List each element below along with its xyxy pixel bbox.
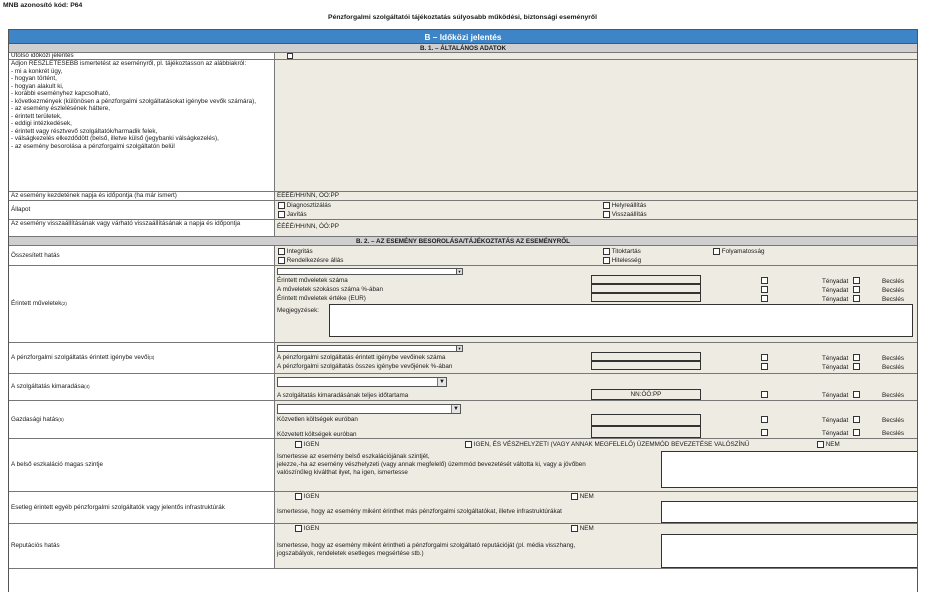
detail-textarea[interactable]: [275, 60, 917, 191]
last-report-label: Utolsó időközi jelentés: [9, 53, 275, 59]
users-percent-estimate-checkbox[interactable]: [853, 363, 860, 370]
impact-authenticity-checkbox[interactable]: [603, 257, 610, 264]
mnb-code: MNB azonosító kód: P64: [3, 2, 83, 9]
status-restore-checkbox[interactable]: [603, 211, 610, 218]
escalation-label: A belső eszkaláció magas szintje: [9, 439, 275, 491]
ops-count-input[interactable]: [591, 275, 701, 284]
outage-fact-checkbox[interactable]: [761, 391, 768, 398]
reputation-no-checkbox[interactable]: [571, 525, 578, 532]
ops-dropdown[interactable]: ▼: [277, 268, 463, 275]
section-b1-header: B. 1. – ÁLTALÁNOS ADATOK: [9, 44, 917, 53]
restore-label: Az esemény visszaállításának vagy várható visszaállításának a napja és időpontja: [9, 220, 275, 236]
econ-indirect-estimate-checkbox[interactable]: [853, 429, 860, 436]
users-count-estimate-checkbox[interactable]: [853, 354, 860, 361]
other-providers-row: Esetleg érintett egyéb pénzforgalmi szolgáltatók vagy jelentős infrastruktúrák IGEN NEM Ismertesse, hogy az esemény miként érinthet más pénzforgalmi szolgáltatókat, illetve infrastruktúrákat: [9, 492, 917, 524]
ops-count-estimate-checkbox[interactable]: [853, 277, 860, 284]
other-providers-yes-checkbox[interactable]: [295, 493, 302, 500]
econ-direct-input[interactable]: [591, 414, 701, 426]
ops-notes-textarea[interactable]: [329, 304, 913, 337]
econ-dropdown[interactable]: ▼: [277, 404, 461, 414]
start-row: [9, 192, 917, 201]
impact-availability-checkbox[interactable]: [278, 257, 285, 264]
escalation-description-textarea[interactable]: [661, 451, 917, 488]
users-count-fact-checkbox[interactable]: [761, 354, 768, 361]
impact-confidentiality-checkbox[interactable]: [603, 248, 610, 255]
impact-continuity-checkbox[interactable]: [713, 248, 720, 255]
users-count-input[interactable]: [591, 352, 701, 361]
impact-row: Összesített hatás Integritás Titoktartás Folyamatosság Rendelkezésre állás Hitelesség: [9, 246, 917, 266]
ops-value-estimate-checkbox[interactable]: [853, 295, 860, 302]
restore-datetime-input[interactable]: ÉÉÉÉ/HH/NN, ÓÓ:PP: [275, 220, 917, 236]
main-title: Pénzforgalmi szolgáltatói tájékoztatás súlyosabb működési, biztonsági eseményről: [328, 14, 597, 21]
escalation-yes-checkbox[interactable]: [295, 441, 302, 448]
status-row: Állapot Diagnosztizálás Helyreállítás Javítás Visszaállítás: [9, 201, 917, 220]
users-row: A pénzforgalmi szolgáltatás érintett igénybe vevői (3) ▼ A pénzforgalmi szolgáltatás érintett igénybe vevőinek száma A pénzforgalmi szolgáltatás összes igénybe vevőjének %-ában Tényadat Becslés Tényadat Becslés: [9, 343, 917, 374]
form-title: B – Időközi jelentés: [9, 30, 917, 44]
econ-direct-fact-checkbox[interactable]: [761, 416, 768, 423]
ops-value-fact-checkbox[interactable]: [761, 295, 768, 302]
ops-row: Érintett műveletek (2) ▼ Érintett műveletek száma A műveletek szokásos száma %-ában Érintett műveletek értéke (EUR) Tényadat Becslés Tényadat Becslés Tényadat Becslés Megjegyzések:: [9, 266, 917, 343]
users-dropdown[interactable]: ▼: [277, 345, 463, 352]
ops-value-input[interactable]: [591, 293, 701, 302]
detail-row: [9, 60, 917, 192]
status-repair-checkbox[interactable]: [278, 211, 285, 218]
ops-percent-fact-checkbox[interactable]: [761, 286, 768, 293]
reputation-yes-checkbox[interactable]: [295, 525, 302, 532]
ops-label: Érintett műveletek (2): [9, 266, 275, 342]
ops-count-fact-checkbox[interactable]: [761, 277, 768, 284]
last-report-checkbox[interactable]: [287, 53, 293, 59]
start-datetime-input[interactable]: ÉÉÉÉ/HH/NN, ÓÓ:PP: [275, 192, 917, 200]
users-percent-fact-checkbox[interactable]: [761, 363, 768, 370]
econ-direct-estimate-checkbox[interactable]: [853, 416, 860, 423]
restore-row: [9, 220, 917, 237]
reputation-label: Reputációs hatás: [9, 524, 275, 568]
users-percent-input[interactable]: [591, 361, 701, 370]
outage-row: A szolgáltatás kimaradása (4) ▼ A szolgáltatás kimaradásának teljes időtartama NN:ÓÓ:PP Tényadat Becslés: [9, 374, 917, 401]
impact-label: Összesített hatás: [9, 246, 275, 265]
econ-indirect-input[interactable]: [591, 426, 701, 438]
outage-label: A szolgáltatás kimaradása (4): [9, 374, 275, 400]
other-providers-description-textarea[interactable]: [661, 501, 917, 523]
section-b2-header: B. 2. – AZ ESEMÉNY BESOROLÁSA/TÁJÉKOZTATÁS AZ ESEMÉNYRŐL: [9, 237, 917, 246]
status-diagnosis-checkbox[interactable]: [278, 202, 285, 209]
econ-label: Gazdasági hatás (5): [9, 401, 275, 438]
other-providers-no-checkbox[interactable]: [571, 493, 578, 500]
outage-estimate-checkbox[interactable]: [853, 391, 860, 398]
outage-duration-input[interactable]: NN:ÓÓ:PP: [591, 389, 701, 400]
escalation-row: A belső eszkaláció magas szintje IGEN IGEN, ÉS VÉSZHELYZETI (VAGY ANNAK MEGFELELŐ) ÜZEMMÓD BEVEZETÉSE VALÓSZÍNŰ NEM Ismertesse az esemény belső eszkalációjának szintjét, jelezze,-ha az esemény vészhelyzeti (vagy annak megfelelő) üzemmód bevezetését váltotta ki, vagy a jövőben valószínűleg kiválthat ilyet, ha igen, ismertesse: [9, 439, 917, 492]
reputation-description-textarea[interactable]: [661, 534, 917, 568]
start-label: Az esemény kezdetének napja és időpontja (ha már ismert): [9, 192, 275, 200]
detail-label: Adjon RÉSZLETESEBB ismertetést az eseményről, pl. tájékoztasson az alábbiakról: - mi a konkrét ügy, - hogyan történt, - hogyan alakult ki, - korábbi eseményhez kapcsolható, - következmények (különösen a pénzforgalmi szolgáltatásokat igénybe vevők számára), - az esemény észlelésének háttere, - érintett területek, - eddigi intézkedések, - érintett vagy résztvevő szolgáltatók/harmadik felek, - válságkezelés elkezdődött (belső, illetve külső (jegybanki válságkezelés), - az esemény besorolása a pénzforgalmi szolgáltatón belül: [9, 60, 275, 191]
econ-indirect-fact-checkbox[interactable]: [761, 429, 768, 436]
escalation-no-checkbox[interactable]: [817, 441, 824, 448]
outage-dropdown[interactable]: ▼: [277, 377, 447, 387]
ops-percent-estimate-checkbox[interactable]: [853, 286, 860, 293]
reputation-row: Reputációs hatás IGEN NEM Ismertesse, hogy az esemény miként érintheti a pénzforgalmi szolgáltató reputációját (pl. média visszhang, jogszabályok, rendeletek esetleges megsértése stb.): [9, 524, 917, 569]
users-label: A pénzforgalmi szolgáltatás érintett igénybe vevői (3): [9, 343, 275, 373]
interim-report-form: [8, 29, 918, 592]
other-providers-label: Esetleg érintett egyéb pénzforgalmi szolgáltatók vagy jelentős infrastruktúrák: [9, 492, 275, 523]
impact-integrity-checkbox[interactable]: [278, 248, 285, 255]
last-report-row: [9, 53, 917, 60]
ops-percent-input[interactable]: [591, 284, 701, 293]
status-recovery-checkbox[interactable]: [603, 202, 610, 209]
status-label: Állapot: [9, 201, 275, 219]
econ-row: Gazdasági hatás (5) ▼ Közvetlen költségek euróban Közvetett költségek euróban Tényadat Becslés Tényadat Becslés: [9, 401, 917, 439]
escalation-yes-emergency-checkbox[interactable]: [465, 441, 472, 448]
